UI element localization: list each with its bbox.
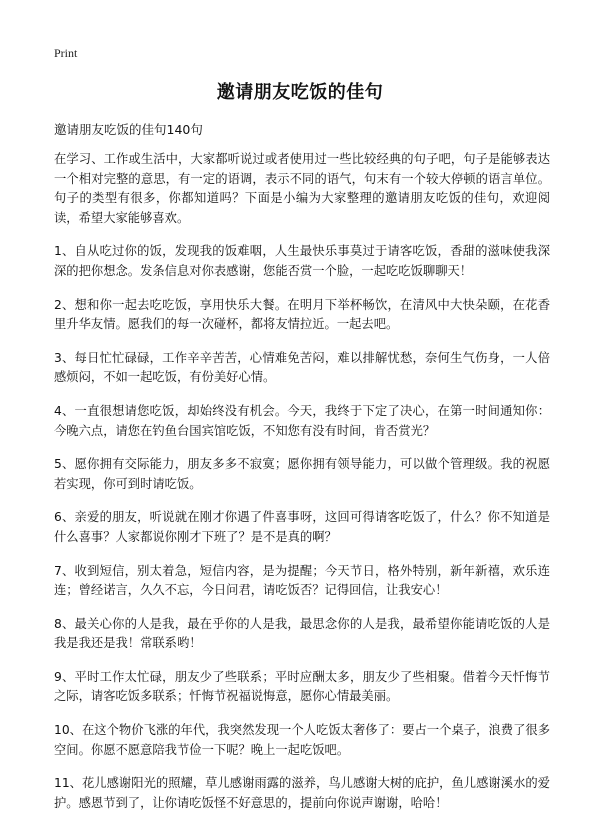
- list-item: 1、自从吃过你的饭，发现我的饭难咽，人生最快乐事莫过于请客吃饭，香甜的滋味使我深深的把你想念。发条信息对你表感谢，您能否赏一个脸，一起吃吃饭聊聊天！: [54, 244, 550, 278]
- list-item: 11、花儿感谢阳光的照耀，草儿感谢雨露的滋养，鸟儿感谢大树的庇护，鱼儿感谢溪水的爱护。感恩节到了，让你请吃饭怪不好意思的，提前向你说声谢谢，哈哈！: [54, 776, 550, 810]
- list-item: 2、想和你一起去吃吃饭，享用快乐大餐。在明月下举杯畅饮，在清风中大快朵颐，在花香里升华友情。愿我们的每一次碰杯，都将友情拉近。一起去吧。: [54, 297, 550, 332]
- list-item: 10、在这个物价飞涨的年代，我突然发现一个人吃饭太奢侈了：要占一个桌子，浪费了很多空间。你愿不愿意陪我节俭一下呢？晚上一起吃饭吧。: [54, 723, 550, 757]
- page-title: 邀请朋友吃饭的佳句: [216, 82, 384, 103]
- document-subtitle: 邀请朋友吃饭的佳句140句: [54, 122, 203, 137]
- intro-paragraph: 在学习、工作或生活中，大家都听说过或者使用过一些比较经典的句子吧，句子是能够表达一个相对完整的意思，有一定的语调，表示不同的语气，句末有一个较大停顿的语言单位。句子的类型有很多，你都知道吗？下面是小编为大家整理的邀请朋友吃饭的佳句，欢迎阅读，希望大家能够喜欢。: [54, 152, 550, 225]
- list-item: 3、每日忙忙碌碌，工作辛辛苦苦，心情难免苦闷，难以排解忧愁，奈何生气伤身，一人倍感烦闷，不如一起吃饭，有份美好心情。: [54, 350, 550, 385]
- list-item: 8、最关心你的人是我，最在乎你的人是我，最思念你的人是我，最希望你能请吃饭的人是我是我还是我！常联系哟！: [54, 616, 550, 651]
- list-item: 6、亲爱的朋友，听说就在刚才你遇了件喜事呀，这回可得请客吃饭了，什么？你不知道是什么喜事？人家都说你刚才下班了？是不是真的啊？: [54, 510, 550, 544]
- list-item: 9、平时工作太忙碌，朋友少了些联系；平时应酬太多，朋友少了些相聚。借着今天忏悔节之际，请客吃饭多联系；忏悔节祝福说悔意，愿你心情最美丽。: [54, 669, 550, 704]
- list-item: 7、收到短信，别太着急，短信内容，是为提醒；今天节日，格外特别，新年新禧，欢乐连连；曾经诺言，久久不忘，今日问君，请吃饭否？记得回信，让我安心！: [54, 563, 550, 598]
- print-label: Print: [54, 46, 78, 60]
- list-item: 5、愿你拥有交际能力，朋友多多不寂寞；愿你拥有领导能力，可以做个管理级。我的祝愿若实现，你可到时请吃饭。: [54, 457, 550, 491]
- article-body: [54, 150, 550, 827]
- list-item: 4、一直很想请您吃饭，却始终没有机会。今天，我终于下定了决心，在第一时间通知你：今晚六点，请您在钓鱼台国宾馆吃饭，不知您有没有时间，肯否赏光？: [54, 403, 550, 438]
